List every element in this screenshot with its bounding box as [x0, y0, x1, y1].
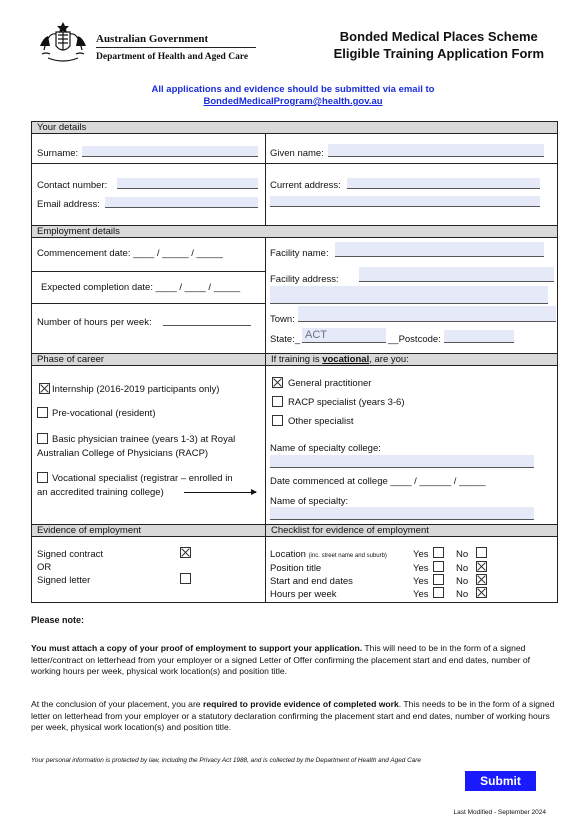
state-value: ACT — [305, 329, 327, 341]
date-commenced-college-input[interactable] — [398, 474, 506, 485]
state-label: State:_ — [270, 334, 301, 345]
general-practitioner-label: General practitioner — [288, 378, 372, 389]
facility-address-input-line2[interactable] — [270, 286, 548, 304]
completed-work-paragraph: At the conclusion of your placement, you are required to provide evidence of completed work. This needs to be in the form of a signed letter on letterhead from your employer or a statutory declaration confirming the placement start and end dates, number of working hours per week, physical work location(s) and position title. — [31, 699, 555, 732]
employment-details-header: Employment details — [32, 225, 557, 238]
facility-address-label: Facility address: — [270, 274, 339, 285]
last-modified: Last Modified - September 2024 — [453, 809, 546, 816]
expected-completion-input[interactable] — [162, 280, 258, 291]
given-name-label: Given name: — [270, 148, 324, 159]
surname-input[interactable] — [82, 146, 258, 157]
or-label: OR — [37, 562, 52, 573]
location-no-checkbox[interactable] — [476, 547, 487, 558]
hours-per-week-input[interactable] — [163, 315, 251, 326]
evidence-of-employment-header: Evidence of employment Checklist for evidence of employment — [32, 524, 557, 537]
start-end-dates-no-checkbox[interactable] — [476, 574, 487, 585]
other-specialist-label: Other specialist — [288, 416, 354, 427]
hours-per-week-yes-checkbox[interactable] — [433, 587, 444, 598]
vocational-header: If training is vocational, are you: — [265, 354, 409, 365]
current-address-input[interactable] — [347, 178, 540, 189]
hours-per-week-check-label: Hours per week — [270, 589, 337, 600]
contact-number-label: Contact number: — [37, 180, 108, 191]
location-yes-checkbox[interactable] — [433, 547, 444, 558]
specialty-college-input[interactable] — [270, 455, 534, 468]
current-address-input-line2[interactable] — [270, 196, 540, 207]
date-commenced-college-label: Date commenced at college ____ / ______ / _____ — [270, 476, 486, 487]
submit-button[interactable]: Submit — [465, 771, 536, 791]
town-label: Town: — [270, 314, 295, 325]
internship-label: Internship (2016-2019 participants only) — [52, 384, 220, 395]
checklist-header: Checklist for evidence of employment — [265, 525, 429, 536]
position-title-yes-checkbox[interactable] — [433, 561, 444, 572]
arrow-right-icon — [184, 492, 256, 493]
form-title: Bonded Medical Places Scheme Eligible Training Application Form — [333, 29, 544, 61]
basic-physician-checkbox[interactable] — [37, 433, 48, 444]
commencement-date-input[interactable] — [140, 246, 254, 257]
signed-letter-checkbox[interactable] — [180, 573, 191, 584]
hours-per-week-no-checkbox[interactable] — [476, 587, 487, 598]
proof-of-employment-paragraph: You must attach a copy of your proof of employment to support your application. This will need to be in the form of a signed letter/contract on letterhead from your employer or a signed Letter of Offer confirming the placement start and end dates, number of working hours per week, physical work location(s) and position title. — [31, 643, 531, 676]
vocational-specialist-checkbox[interactable] — [37, 472, 48, 483]
specialty-name-label: Name of specialty: — [270, 496, 349, 507]
location-no-label: No — [456, 549, 469, 560]
header-rule — [96, 47, 256, 48]
contact-number-input[interactable] — [117, 178, 258, 189]
vocational-specialist-label: Vocational specialist (registrar – enrolled in — [52, 473, 233, 484]
facility-name-input[interactable] — [335, 242, 544, 257]
current-address-label: Current address: — [270, 180, 341, 191]
signed-contract-checkbox[interactable] — [180, 547, 191, 558]
position-title-yes-label: Yes — [413, 563, 429, 574]
pre-vocational-checkbox[interactable] — [37, 407, 48, 418]
specialty-college-label: Name of specialty college: — [270, 443, 381, 454]
position-title-label: Position title — [270, 563, 322, 574]
start-end-dates-label: Start and end dates — [270, 576, 353, 587]
your-details-header: Your details — [32, 121, 557, 134]
start-end-dates-yes-label: Yes — [413, 576, 429, 587]
expected-completion-label: Expected completion date: ____ / ____ / _____ — [41, 282, 241, 293]
position-title-no-label: No — [456, 563, 469, 574]
hours-per-week-label: Number of hours per week: — [37, 317, 152, 328]
basic-physician-label-line2: Australian College of Physicians (RACP) — [37, 448, 209, 459]
signed-contract-label: Signed contract — [37, 549, 104, 560]
facility-name-label: Facility name: — [270, 248, 329, 259]
basic-physician-label: Basic physician trainee (years 1-3) at Royal — [52, 434, 236, 445]
commencement-date-label: Commencement date: ____ / _____ / _____ — [37, 248, 223, 259]
general-practitioner-checkbox[interactable] — [272, 377, 283, 388]
specialty-name-input[interactable] — [270, 507, 534, 520]
start-end-dates-no-label: No — [456, 576, 469, 587]
signed-letter-label: Signed letter — [37, 575, 91, 586]
email-link[interactable]: BondedMedicalProgram@health.gov.au — [203, 96, 383, 107]
other-specialist-checkbox[interactable] — [272, 415, 283, 426]
given-name-input[interactable] — [328, 144, 544, 157]
pre-vocational-label: Pre-vocational (resident) — [52, 408, 156, 419]
racp-specialist-label: RACP specialist (years 3-6) — [288, 397, 405, 408]
start-end-dates-yes-checkbox[interactable] — [433, 574, 444, 585]
submission-notice: All applications and evidence should be submitted via email to BondedMedicalProgram@health.gov.au — [0, 84, 586, 108]
department-name: Department of Health and Aged Care — [96, 52, 249, 62]
internship-checkbox[interactable] — [39, 383, 50, 394]
position-title-no-checkbox[interactable] — [476, 561, 487, 572]
privacy-statement: Your personal information is protected by law, including the Privacy Act 1988, and is collected by the Department of Health and Aged Care — [31, 757, 421, 764]
vocational-specialist-label-line2: an accredited training college) — [37, 487, 164, 498]
postcode-input[interactable] — [444, 330, 514, 343]
postcode-label: __Postcode: — [388, 334, 441, 345]
hours-per-week-no-label: No — [456, 589, 469, 600]
surname-label: Surname: — [37, 148, 79, 159]
phase-of-career-header: Phase of career If training is vocational, are you: — [32, 353, 557, 366]
location-yes-label: Yes — [413, 549, 429, 560]
government-name: Australian Government — [96, 33, 209, 45]
application-form — [31, 121, 558, 603]
facility-address-input[interactable] — [359, 267, 554, 282]
racp-specialist-checkbox[interactable] — [272, 396, 283, 407]
hours-per-week-yes-label: Yes — [413, 589, 429, 600]
town-input[interactable] — [298, 306, 556, 322]
coat-of-arms-icon — [36, 20, 90, 64]
email-label: Email address: — [37, 199, 100, 210]
email-input[interactable] — [105, 197, 258, 208]
location-label: Location (inc. street name and suburb) — [270, 549, 387, 560]
please-note-heading: Please note: — [31, 615, 85, 625]
